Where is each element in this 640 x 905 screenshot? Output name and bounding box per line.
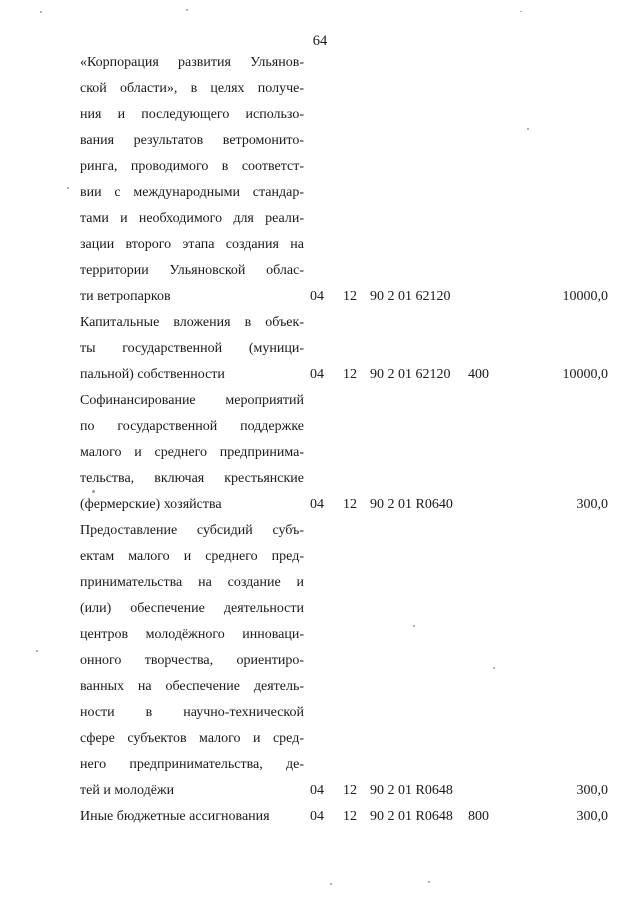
description-line: Капитальные вложения в объек- [80, 315, 304, 330]
page-number: 64 [312, 33, 328, 49]
expense-type-code: 800 [468, 809, 489, 824]
description-line: ты государственной (муници- [80, 341, 304, 356]
description-line: по государственной поддержке [80, 419, 304, 434]
budget-table [80, 50, 608, 830]
description-line: (фермерские) хозяйства [80, 497, 222, 512]
amount: 10000,0 [562, 367, 608, 382]
subsection-code: 12 [343, 367, 357, 382]
row-codes [80, 284, 608, 310]
description-line: ния и последующего использо- [80, 107, 304, 122]
description-line: Иные бюджетные ассигнования [80, 809, 270, 824]
table-row [80, 310, 608, 388]
description-line: ектам малого и среднего пред- [80, 549, 304, 564]
description-line: тей и молодёжи [80, 783, 175, 798]
row-codes [80, 778, 608, 804]
row-codes [80, 362, 608, 388]
description-line: центров молодёжного инноваци- [80, 627, 304, 642]
section-code: 04 [310, 783, 324, 798]
expense-type-code: 400 [468, 367, 489, 382]
amount: 300,0 [576, 497, 608, 512]
amount: 300,0 [576, 809, 608, 824]
section-code: 04 [310, 497, 324, 512]
row-description [80, 518, 304, 804]
target-article-code: 90 2 01 R0640 [370, 497, 453, 512]
description-line: «Корпорация развития Ульянов- [80, 55, 304, 70]
row-codes [80, 804, 608, 830]
subsection-code: 12 [343, 783, 357, 798]
description-line: тельства, включая крестьянские [80, 471, 304, 486]
description-line: вания результатов ветромонито- [80, 133, 304, 148]
description-line: (или) обеспечение деятельности [80, 601, 304, 616]
row-codes [80, 492, 608, 518]
subsection-code: 12 [343, 809, 357, 824]
description-line: ти ветропарков [80, 289, 171, 304]
description-line: вии с международными стандар- [80, 185, 304, 200]
table-row [80, 388, 608, 518]
target-article-code: 90 2 01 62120 [370, 367, 451, 382]
table-row [80, 804, 608, 830]
description-line: него предпринимательства, де- [80, 757, 304, 772]
description-line: ринга, проводимого в соответст- [80, 159, 304, 174]
section-code: 04 [310, 809, 324, 824]
subsection-code: 12 [343, 289, 357, 304]
description-line: онного творчества, ориентиро- [80, 653, 304, 668]
description-line: территории Ульяновской облас- [80, 263, 304, 278]
row-description [80, 50, 304, 310]
description-line: пальной) собственности [80, 367, 225, 382]
description-line: малого и среднего предпринима- [80, 445, 304, 460]
description-line: Предоставление субсидий субъ- [80, 523, 304, 538]
description-line: ванных на обеспечение деятель- [80, 679, 304, 694]
description-line: Софинансирование мероприятий [80, 393, 304, 408]
subsection-code: 12 [343, 497, 357, 512]
section-code: 04 [310, 367, 324, 382]
table-row [80, 518, 608, 804]
description-line: принимательства на создание и [80, 575, 304, 590]
description-line: зации второго этапа создания на [80, 237, 304, 252]
target-article-code: 90 2 01 R0648 [370, 809, 453, 824]
amount: 300,0 [576, 783, 608, 798]
table-row [80, 50, 608, 310]
description-line: ности в научно-технической [80, 705, 304, 720]
description-line: сфере субъектов малого и сред- [80, 731, 304, 746]
description-line: тами и необходимого для реали- [80, 211, 304, 226]
description-line: ской области», в целях получе- [80, 81, 304, 96]
target-article-code: 90 2 01 R0648 [370, 783, 453, 798]
target-article-code: 90 2 01 62120 [370, 289, 451, 304]
section-code: 04 [310, 289, 324, 304]
amount: 10000,0 [562, 289, 608, 304]
